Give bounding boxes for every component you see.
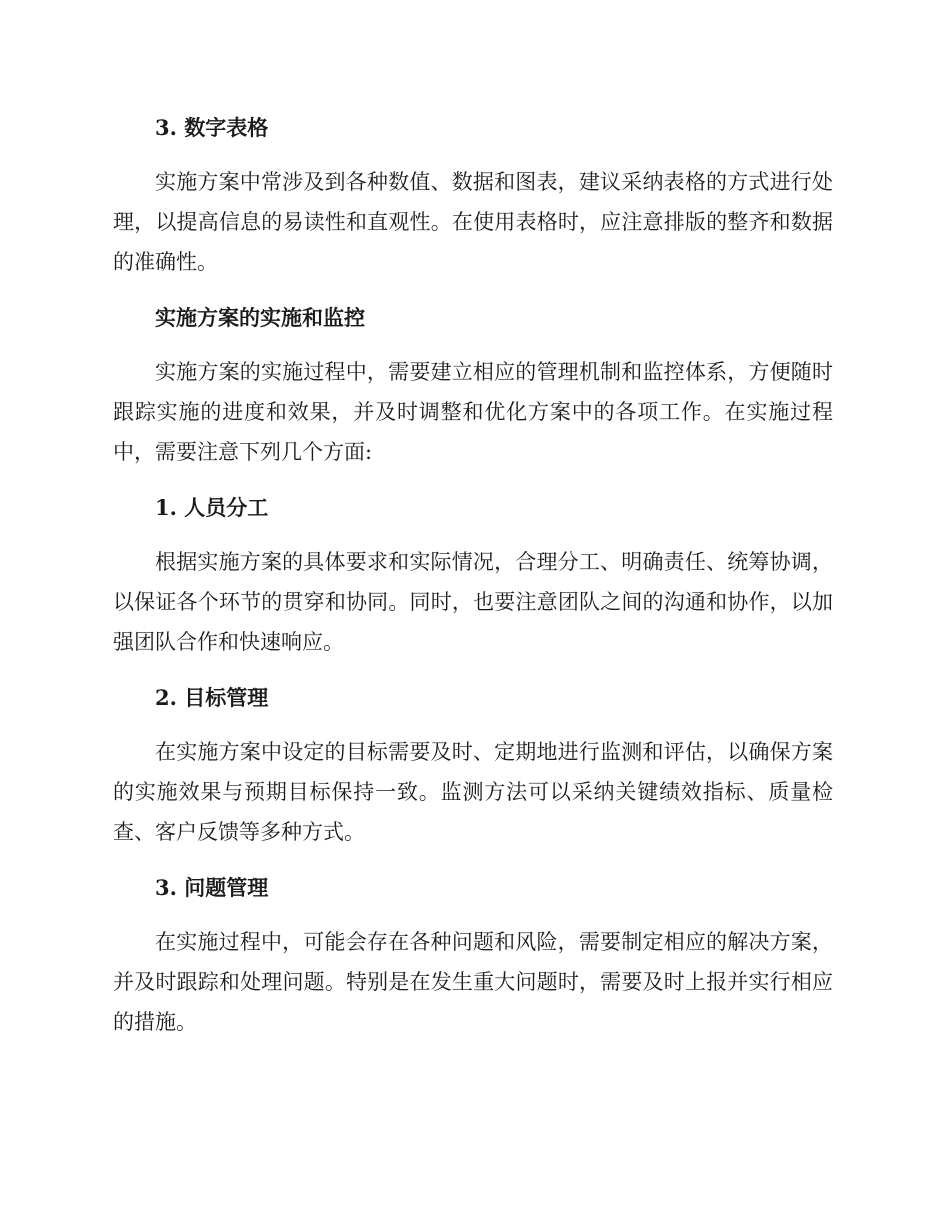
paragraph-digital-tables: 实施方案中常涉及到各种数值、数据和图表，建议采纳表格的方式进行处理，以提高信息的易读性和直观性。在使用表格时，应注意排版的整齐和数据的准确性。 — [113, 170, 833, 274]
paragraph-goal-management: 在实施方案中设定的目标需要及时、定期地进行监测和评估，以确保方案的实施效果与预期目标保持一致。监测方法可以采纳关键绩效指标、质量检查、客户反馈等多种方式。 — [113, 740, 833, 844]
section-heading-digital-tables: 3. 数字表格 — [155, 115, 269, 140]
paragraph-staff-division: 根据实施方案的具体要求和实际情况，合理分工、明确责任、统筹协调，以保证各个环节的贯穿和协同。同时，也要注意团队之间的沟通和协作，以加强团队合作和快速响应。 — [113, 550, 833, 654]
paragraph-issue-management: 在实施过程中，可能会存在各种问题和风险，需要制定相应的解决方案，并及时跟踪和处理问题。特别是在发生重大问题时，需要及时上报并实行相应的措施。 — [113, 930, 833, 1034]
section-heading-implementation-monitoring: 实施方案的实施和监控 — [155, 305, 365, 330]
section-heading-goal-management: 2. 目标管理 — [155, 685, 269, 710]
paragraph-implementation-monitoring: 实施方案的实施过程中，需要建立相应的管理机制和监控体系，方便随时跟踪实施的进度和效果，并及时调整和优化方案中的各项工作。在实施过程中，需要注意下列几个方面: — [113, 360, 833, 464]
section-heading-issue-management: 3. 问题管理 — [155, 875, 269, 900]
document-page — [113, 108, 833, 1042]
section-heading-staff-division: 1. 人员分工 — [155, 495, 269, 520]
